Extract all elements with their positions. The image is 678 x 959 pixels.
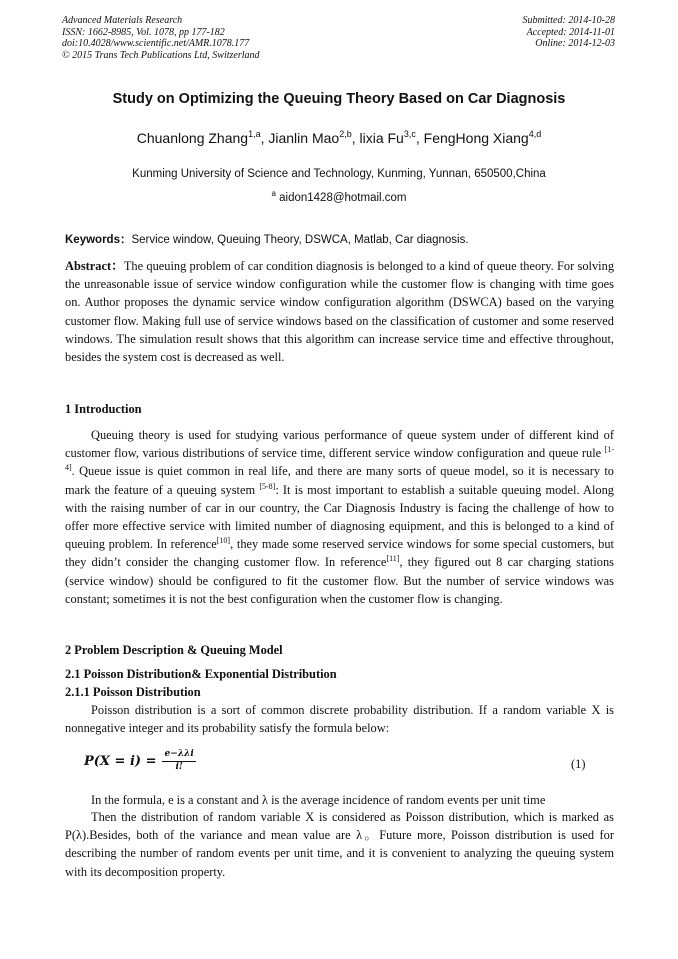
online-date: Online: 2014-12-03 [535,38,615,49]
citation: [5-8] [259,481,276,491]
formula-fraction [162,749,195,773]
formula-lhs: P(X = i) = [84,753,157,769]
author-name: lixia Fu [359,130,404,146]
author-separator: , [351,130,360,146]
author-affiliation-mark: 1,a [248,129,261,139]
intro-text: , they made some reserved service windows for some special customers, but they didn’t consider the changing customer flow. In reference [65,537,614,570]
citation: [11] [386,554,400,564]
citation: [1- 4] [65,445,614,473]
intro-text: Queuing theory is used for studying various performance of queue system under of different kind of customer flow, various distributions of service time, different service window configuration and queue rule [65,428,614,461]
author-affiliation-mark: 2,b [339,129,352,139]
section-heading-problem: 2 Problem Description & Queuing Model [65,643,283,657]
poisson-paragraph: Then the distribution of random variable X is considered as Poisson distribution, which is marked as P(λ).Besides, both of the variance and mean value are λ。Future more, Poisson distribution is used for describing the number of random events per unit time, and it is convenient to analyzing the queuing system with its decomposition property. [65,810,614,879]
keywords-line [65,231,615,247]
author-name: Jianlin Mao [268,130,340,146]
subsection-heading: 2.1 Poisson Distribution& Exponential Distribution [65,667,337,681]
equation-number: (1) [571,757,586,771]
formula-denominator: i! [175,762,183,772]
email-mark: a [271,189,276,198]
author-separator: , [260,130,269,146]
section-heading-introduction: 1 Introduction [65,402,142,416]
intro-text: : It is most important to establish a suitable queuing model. Along with the raising number of car in our country, the Car Diagnosis Industry is facing the challenge of how to offer more effective service with limited number of diagnosing equipment, and this is belonged to a kind of queuing problem. In reference [65,482,614,552]
submitted-date: Submitted: 2014-10-28 [522,15,615,26]
affiliation: Kunming University of Science and Technology, Kunming, Yunnan, 650500,China [132,168,546,180]
journal-issn: ISSN: 1662-8985, Vol. 1078, pp 177-182 [62,26,225,38]
intro-text: , they figured out 8 car charging stations (service window) should be configured to fit the customer flow. But the number of service windows was constant; sometimes it is not the best configuration when the customer flow is changing. [65,555,614,606]
author-list [0,130,678,146]
abstract [65,257,614,366]
journal-info [62,15,260,61]
contact-email [0,189,678,204]
author-separator: , [415,130,424,146]
formula-explanation: In the formula, e is a constant and λ is the average incidence of random events per unit time [91,793,546,807]
formula-numerator: e−λλi [162,749,195,762]
submission-dates [523,15,616,50]
paper-title: Study on Optimizing the Queuing Theory Based on Car Diagnosis [112,91,566,107]
subsubsection-heading: 2.1.1 Poisson Distribution [65,685,201,699]
journal-doi: doi:10.4028/www.scientific.net/AMR.1078.177 [62,38,250,49]
author-affiliation-mark: 3,c [403,129,416,139]
abstract-label: Abstract： [65,259,124,273]
accepted-date: Accepted: 2014-11-01 [526,26,615,38]
email-address: aidon1428@hotmail.com [279,192,407,204]
journal-copyright: © 2015 Trans Tech Publications Ltd, Switzerland [62,49,260,61]
keywords-text: Service window, Queuing Theory, DSWCA, Matlab, Car diagnosis. [131,234,469,246]
poisson-paragraph: Poisson distribution is a sort of common discrete probability distribution. If a random variable X is nonnegative integer and its probability satisfy the formula below: [65,703,614,736]
keywords-label: Keywords： [65,234,132,246]
poisson-formula [84,749,196,773]
author-name: FengHong Xiang [423,130,529,146]
citation: [10] [216,536,231,546]
intro-text: . Queue issue is quiet common in real life, and there are many sorts of queue model, so it is necessary to mark the feature of a queuing system [65,464,614,497]
introduction-paragraph [65,426,614,608]
journal-name: Advanced Materials Research [62,15,183,26]
author-affiliation-mark: 4,d [528,129,542,139]
author-name: Chuanlong Zhang [136,130,249,146]
abstract-text: The queuing problem of car condition diagnosis is belonged to a kind of queue theory. For solving the unreasonable issue of service window configuration while the customer flow is changing with time goes on. Author proposes the dynamic service window configuration algorithm (DSWCA) based on the varying customer flow. Making full use of service windows based on the classification of customer and some reserved windows. The simulation result shows that this algorithm can increase service time and effective throughout, besides the system cost is decreased as well. [65,259,615,365]
